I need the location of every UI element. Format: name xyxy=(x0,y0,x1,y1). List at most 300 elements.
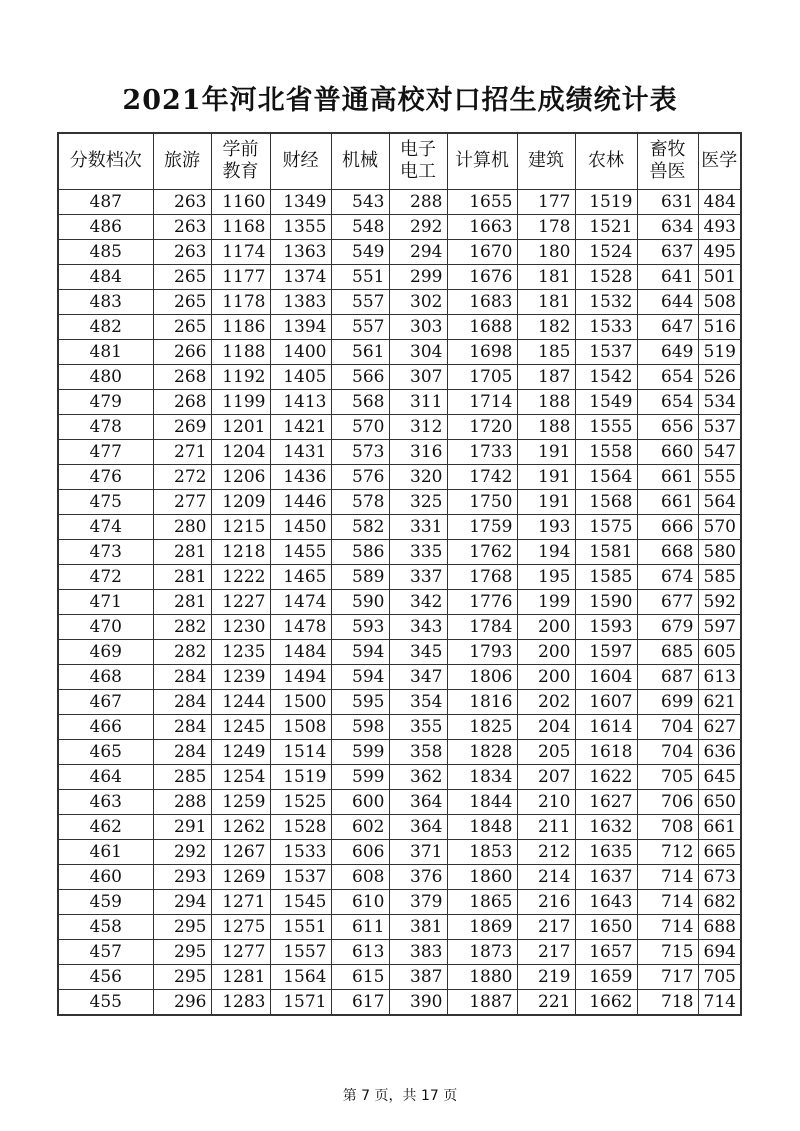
count-cell: 650 xyxy=(698,789,741,814)
table-row xyxy=(58,189,741,214)
count-cell: 219 xyxy=(517,964,575,989)
count-cell: 570 xyxy=(698,514,741,539)
score-cell: 462 xyxy=(58,814,153,839)
count-cell: 1575 xyxy=(575,514,637,539)
count-cell: 654 xyxy=(637,364,698,389)
count-cell: 617 xyxy=(331,989,389,1015)
count-cell: 282 xyxy=(153,639,211,664)
count-cell: 555 xyxy=(698,464,741,489)
count-cell: 599 xyxy=(331,739,389,764)
table-row xyxy=(58,414,741,439)
count-cell: 1431 xyxy=(270,439,331,464)
column-header: 农林 xyxy=(575,133,637,189)
count-cell: 191 xyxy=(517,489,575,514)
column-header: 机械 xyxy=(331,133,389,189)
page-title: 2021年河北省普通高校对口招生成绩统计表 xyxy=(122,85,678,116)
count-cell: 211 xyxy=(517,814,575,839)
count-cell: 677 xyxy=(637,589,698,614)
count-cell: 266 xyxy=(153,339,211,364)
count-cell: 1618 xyxy=(575,739,637,764)
count-cell: 295 xyxy=(153,914,211,939)
count-cell: 272 xyxy=(153,464,211,489)
count-cell: 194 xyxy=(517,539,575,564)
count-cell: 613 xyxy=(331,939,389,964)
column-header: 旅游 xyxy=(153,133,211,189)
count-cell: 337 xyxy=(389,564,447,589)
count-cell: 694 xyxy=(698,939,741,964)
count-cell: 1627 xyxy=(575,789,637,814)
count-cell: 371 xyxy=(389,839,447,864)
count-cell: 1564 xyxy=(270,964,331,989)
count-cell: 1828 xyxy=(447,739,517,764)
score-cell: 471 xyxy=(58,589,153,614)
count-cell: 1474 xyxy=(270,589,331,614)
count-cell: 200 xyxy=(517,664,575,689)
table-row xyxy=(58,539,741,564)
count-cell: 1555 xyxy=(575,414,637,439)
count-cell: 1663 xyxy=(447,214,517,239)
count-cell: 666 xyxy=(637,514,698,539)
count-cell: 1249 xyxy=(211,739,270,764)
score-cell: 480 xyxy=(58,364,153,389)
count-cell: 1637 xyxy=(575,864,637,889)
score-cell: 473 xyxy=(58,539,153,564)
count-cell: 387 xyxy=(389,964,447,989)
score-cell: 482 xyxy=(58,314,153,339)
count-cell: 1657 xyxy=(575,939,637,964)
count-cell: 285 xyxy=(153,764,211,789)
count-cell: 1768 xyxy=(447,564,517,589)
score-cell: 467 xyxy=(58,689,153,714)
count-cell: 484 xyxy=(698,189,741,214)
count-cell: 1281 xyxy=(211,964,270,989)
count-cell: 221 xyxy=(517,989,575,1015)
count-cell: 636 xyxy=(698,739,741,764)
score-cell: 465 xyxy=(58,739,153,764)
count-cell: 1186 xyxy=(211,314,270,339)
count-cell: 519 xyxy=(698,339,741,364)
score-cell: 487 xyxy=(58,189,153,214)
score-cell: 470 xyxy=(58,614,153,639)
count-cell: 1532 xyxy=(575,289,637,314)
count-cell: 585 xyxy=(698,564,741,589)
column-header: 分数档次 xyxy=(58,133,153,189)
count-cell: 345 xyxy=(389,639,447,664)
count-cell: 1394 xyxy=(270,314,331,339)
count-cell: 1650 xyxy=(575,914,637,939)
count-cell: 1551 xyxy=(270,914,331,939)
table-row xyxy=(58,989,741,1015)
count-cell: 1558 xyxy=(575,439,637,464)
count-cell: 1192 xyxy=(211,364,270,389)
count-cell: 1776 xyxy=(447,589,517,614)
count-cell: 1405 xyxy=(270,364,331,389)
count-cell: 644 xyxy=(637,289,698,314)
score-cell: 466 xyxy=(58,714,153,739)
count-cell: 526 xyxy=(698,364,741,389)
count-cell: 1528 xyxy=(270,814,331,839)
count-cell: 568 xyxy=(331,389,389,414)
table-row xyxy=(58,589,741,614)
column-header: 畜牧 兽医 xyxy=(637,133,698,189)
count-cell: 594 xyxy=(331,639,389,664)
count-cell: 674 xyxy=(637,564,698,589)
count-cell: 1834 xyxy=(447,764,517,789)
count-cell: 549 xyxy=(331,239,389,264)
table-row xyxy=(58,239,741,264)
count-cell: 1683 xyxy=(447,289,517,314)
count-cell: 1759 xyxy=(447,514,517,539)
score-cell: 456 xyxy=(58,964,153,989)
count-cell: 1478 xyxy=(270,614,331,639)
count-cell: 1254 xyxy=(211,764,270,789)
column-header: 医学 xyxy=(698,133,741,189)
count-cell: 269 xyxy=(153,414,211,439)
count-cell: 1277 xyxy=(211,939,270,964)
table-row xyxy=(58,939,741,964)
count-cell: 1714 xyxy=(447,389,517,414)
score-cell: 478 xyxy=(58,414,153,439)
count-cell: 1557 xyxy=(270,939,331,964)
count-cell: 188 xyxy=(517,389,575,414)
score-cell: 486 xyxy=(58,214,153,239)
count-cell: 312 xyxy=(389,414,447,439)
count-cell: 627 xyxy=(698,714,741,739)
count-cell: 1524 xyxy=(575,239,637,264)
count-cell: 508 xyxy=(698,289,741,314)
count-cell: 706 xyxy=(637,789,698,814)
count-cell: 187 xyxy=(517,364,575,389)
count-cell: 335 xyxy=(389,539,447,564)
count-cell: 1542 xyxy=(575,364,637,389)
count-cell: 501 xyxy=(698,264,741,289)
count-cell: 1860 xyxy=(447,864,517,889)
count-cell: 656 xyxy=(637,414,698,439)
column-header: 电子 电工 xyxy=(389,133,447,189)
count-cell: 682 xyxy=(698,889,741,914)
count-cell: 1201 xyxy=(211,414,270,439)
count-cell: 1204 xyxy=(211,439,270,464)
count-cell: 1436 xyxy=(270,464,331,489)
count-cell: 1705 xyxy=(447,364,517,389)
count-cell: 1590 xyxy=(575,589,637,614)
count-cell: 708 xyxy=(637,814,698,839)
count-cell: 576 xyxy=(331,464,389,489)
count-cell: 1533 xyxy=(575,314,637,339)
count-cell: 1244 xyxy=(211,689,270,714)
count-cell: 1873 xyxy=(447,939,517,964)
count-cell: 265 xyxy=(153,289,211,314)
count-cell: 685 xyxy=(637,639,698,664)
count-cell: 582 xyxy=(331,514,389,539)
count-cell: 181 xyxy=(517,289,575,314)
count-cell: 214 xyxy=(517,864,575,889)
count-cell: 1533 xyxy=(270,839,331,864)
count-cell: 1869 xyxy=(447,914,517,939)
count-cell: 294 xyxy=(389,239,447,264)
count-cell: 1508 xyxy=(270,714,331,739)
count-cell: 1267 xyxy=(211,839,270,864)
count-cell: 1614 xyxy=(575,714,637,739)
count-cell: 205 xyxy=(517,739,575,764)
table-row xyxy=(58,689,741,714)
count-cell: 551 xyxy=(331,264,389,289)
table-row xyxy=(58,639,741,664)
count-cell: 277 xyxy=(153,489,211,514)
count-cell: 1519 xyxy=(575,189,637,214)
table-row xyxy=(58,814,741,839)
count-cell: 1174 xyxy=(211,239,270,264)
count-cell: 342 xyxy=(389,589,447,614)
count-cell: 1676 xyxy=(447,264,517,289)
table-body xyxy=(58,189,741,1015)
page-number: 第 7 页，共 17 页 xyxy=(342,1088,458,1104)
count-cell: 534 xyxy=(698,389,741,414)
count-cell: 661 xyxy=(637,464,698,489)
count-cell: 216 xyxy=(517,889,575,914)
count-cell: 1537 xyxy=(270,864,331,889)
table-row xyxy=(58,514,741,539)
count-cell: 705 xyxy=(698,964,741,989)
score-table xyxy=(57,132,742,1016)
table-row xyxy=(58,439,741,464)
count-cell: 1853 xyxy=(447,839,517,864)
score-cell: 479 xyxy=(58,389,153,414)
count-cell: 284 xyxy=(153,664,211,689)
count-cell: 598 xyxy=(331,714,389,739)
count-cell: 325 xyxy=(389,489,447,514)
count-cell: 608 xyxy=(331,864,389,889)
count-cell: 381 xyxy=(389,914,447,939)
count-cell: 311 xyxy=(389,389,447,414)
count-cell: 1525 xyxy=(270,789,331,814)
count-cell: 578 xyxy=(331,489,389,514)
score-cell: 461 xyxy=(58,839,153,864)
count-cell: 1239 xyxy=(211,664,270,689)
count-cell: 1514 xyxy=(270,739,331,764)
count-cell: 263 xyxy=(153,189,211,214)
count-cell: 1199 xyxy=(211,389,270,414)
count-cell: 557 xyxy=(331,289,389,314)
count-cell: 292 xyxy=(389,214,447,239)
count-cell: 1383 xyxy=(270,289,331,314)
count-cell: 654 xyxy=(637,389,698,414)
count-cell: 284 xyxy=(153,739,211,764)
count-cell: 637 xyxy=(637,239,698,264)
table-row xyxy=(58,839,741,864)
count-cell: 1235 xyxy=(211,639,270,664)
count-cell: 207 xyxy=(517,764,575,789)
count-cell: 316 xyxy=(389,439,447,464)
count-cell: 331 xyxy=(389,514,447,539)
count-cell: 712 xyxy=(637,839,698,864)
count-cell: 645 xyxy=(698,764,741,789)
table-row xyxy=(58,264,741,289)
count-cell: 195 xyxy=(517,564,575,589)
count-cell: 590 xyxy=(331,589,389,614)
count-cell: 1450 xyxy=(270,514,331,539)
count-cell: 302 xyxy=(389,289,447,314)
count-cell: 1545 xyxy=(270,889,331,914)
table-row xyxy=(58,789,741,814)
count-cell: 1604 xyxy=(575,664,637,689)
count-cell: 1571 xyxy=(270,989,331,1015)
table-row xyxy=(58,864,741,889)
score-cell: 477 xyxy=(58,439,153,464)
count-cell: 307 xyxy=(389,364,447,389)
count-cell: 1597 xyxy=(575,639,637,664)
count-cell: 1215 xyxy=(211,514,270,539)
column-header: 计算机 xyxy=(447,133,517,189)
count-cell: 634 xyxy=(637,214,698,239)
count-cell: 557 xyxy=(331,314,389,339)
table-row xyxy=(58,389,741,414)
count-cell: 199 xyxy=(517,589,575,614)
count-cell: 280 xyxy=(153,514,211,539)
table-row xyxy=(58,289,741,314)
table-row xyxy=(58,214,741,239)
count-cell: 362 xyxy=(389,764,447,789)
count-cell: 1269 xyxy=(211,864,270,889)
count-cell: 288 xyxy=(153,789,211,814)
count-cell: 602 xyxy=(331,814,389,839)
count-cell: 376 xyxy=(389,864,447,889)
count-cell: 193 xyxy=(517,514,575,539)
score-cell: 463 xyxy=(58,789,153,814)
count-cell: 589 xyxy=(331,564,389,589)
count-cell: 1593 xyxy=(575,614,637,639)
count-cell: 704 xyxy=(637,739,698,764)
score-cell: 457 xyxy=(58,939,153,964)
count-cell: 1283 xyxy=(211,989,270,1015)
count-cell: 1537 xyxy=(575,339,637,364)
count-cell: 1245 xyxy=(211,714,270,739)
count-cell: 679 xyxy=(637,614,698,639)
count-cell: 281 xyxy=(153,589,211,614)
count-cell: 210 xyxy=(517,789,575,814)
count-cell: 1698 xyxy=(447,339,517,364)
count-cell: 304 xyxy=(389,339,447,364)
count-cell: 200 xyxy=(517,639,575,664)
count-cell: 548 xyxy=(331,214,389,239)
count-cell: 1206 xyxy=(211,464,270,489)
count-cell: 1465 xyxy=(270,564,331,589)
count-cell: 292 xyxy=(153,839,211,864)
count-cell: 1528 xyxy=(575,264,637,289)
count-cell: 647 xyxy=(637,314,698,339)
count-cell: 1816 xyxy=(447,689,517,714)
count-cell: 1262 xyxy=(211,814,270,839)
count-cell: 495 xyxy=(698,239,741,264)
count-cell: 182 xyxy=(517,314,575,339)
count-cell: 295 xyxy=(153,939,211,964)
table-header-row xyxy=(58,133,741,189)
count-cell: 1607 xyxy=(575,689,637,714)
count-cell: 281 xyxy=(153,539,211,564)
count-cell: 566 xyxy=(331,364,389,389)
count-cell: 649 xyxy=(637,339,698,364)
table-row xyxy=(58,714,741,739)
count-cell: 615 xyxy=(331,964,389,989)
count-cell: 390 xyxy=(389,989,447,1015)
count-cell: 355 xyxy=(389,714,447,739)
score-cell: 460 xyxy=(58,864,153,889)
count-cell: 1413 xyxy=(270,389,331,414)
count-cell: 1521 xyxy=(575,214,637,239)
score-cell: 458 xyxy=(58,914,153,939)
count-cell: 282 xyxy=(153,614,211,639)
count-cell: 178 xyxy=(517,214,575,239)
count-cell: 1500 xyxy=(270,689,331,714)
count-cell: 281 xyxy=(153,564,211,589)
table-row xyxy=(58,489,741,514)
count-cell: 592 xyxy=(698,589,741,614)
score-cell: 475 xyxy=(58,489,153,514)
count-cell: 296 xyxy=(153,989,211,1015)
count-cell: 181 xyxy=(517,264,575,289)
count-cell: 1568 xyxy=(575,489,637,514)
count-cell: 1825 xyxy=(447,714,517,739)
count-cell: 217 xyxy=(517,914,575,939)
table-row xyxy=(58,764,741,789)
score-cell: 464 xyxy=(58,764,153,789)
count-cell: 580 xyxy=(698,539,741,564)
count-cell: 613 xyxy=(698,664,741,689)
count-cell: 1271 xyxy=(211,889,270,914)
count-cell: 284 xyxy=(153,714,211,739)
count-cell: 714 xyxy=(698,989,741,1015)
count-cell: 599 xyxy=(331,764,389,789)
count-cell: 294 xyxy=(153,889,211,914)
count-cell: 714 xyxy=(637,889,698,914)
count-cell: 543 xyxy=(331,189,389,214)
count-cell: 343 xyxy=(389,614,447,639)
count-cell: 268 xyxy=(153,389,211,414)
count-cell: 1844 xyxy=(447,789,517,814)
count-cell: 1494 xyxy=(270,664,331,689)
count-cell: 1585 xyxy=(575,564,637,589)
count-cell: 268 xyxy=(153,364,211,389)
count-cell: 547 xyxy=(698,439,741,464)
score-cell: 474 xyxy=(58,514,153,539)
count-cell: 284 xyxy=(153,689,211,714)
score-cell: 484 xyxy=(58,264,153,289)
count-cell: 1762 xyxy=(447,539,517,564)
count-cell: 177 xyxy=(517,189,575,214)
count-cell: 606 xyxy=(331,839,389,864)
score-cell: 455 xyxy=(58,989,153,1015)
score-cell: 485 xyxy=(58,239,153,264)
count-cell: 379 xyxy=(389,889,447,914)
count-cell: 265 xyxy=(153,264,211,289)
count-cell: 717 xyxy=(637,964,698,989)
count-cell: 1421 xyxy=(270,414,331,439)
column-header: 建筑 xyxy=(517,133,575,189)
count-cell: 699 xyxy=(637,689,698,714)
count-cell: 1622 xyxy=(575,764,637,789)
count-cell: 364 xyxy=(389,789,447,814)
count-cell: 1230 xyxy=(211,614,270,639)
count-cell: 320 xyxy=(389,464,447,489)
column-header: 学前 教育 xyxy=(211,133,270,189)
count-cell: 1880 xyxy=(447,964,517,989)
count-cell: 347 xyxy=(389,664,447,689)
count-cell: 364 xyxy=(389,814,447,839)
score-cell: 476 xyxy=(58,464,153,489)
count-cell: 1519 xyxy=(270,764,331,789)
count-cell: 1643 xyxy=(575,889,637,914)
count-cell: 288 xyxy=(389,189,447,214)
